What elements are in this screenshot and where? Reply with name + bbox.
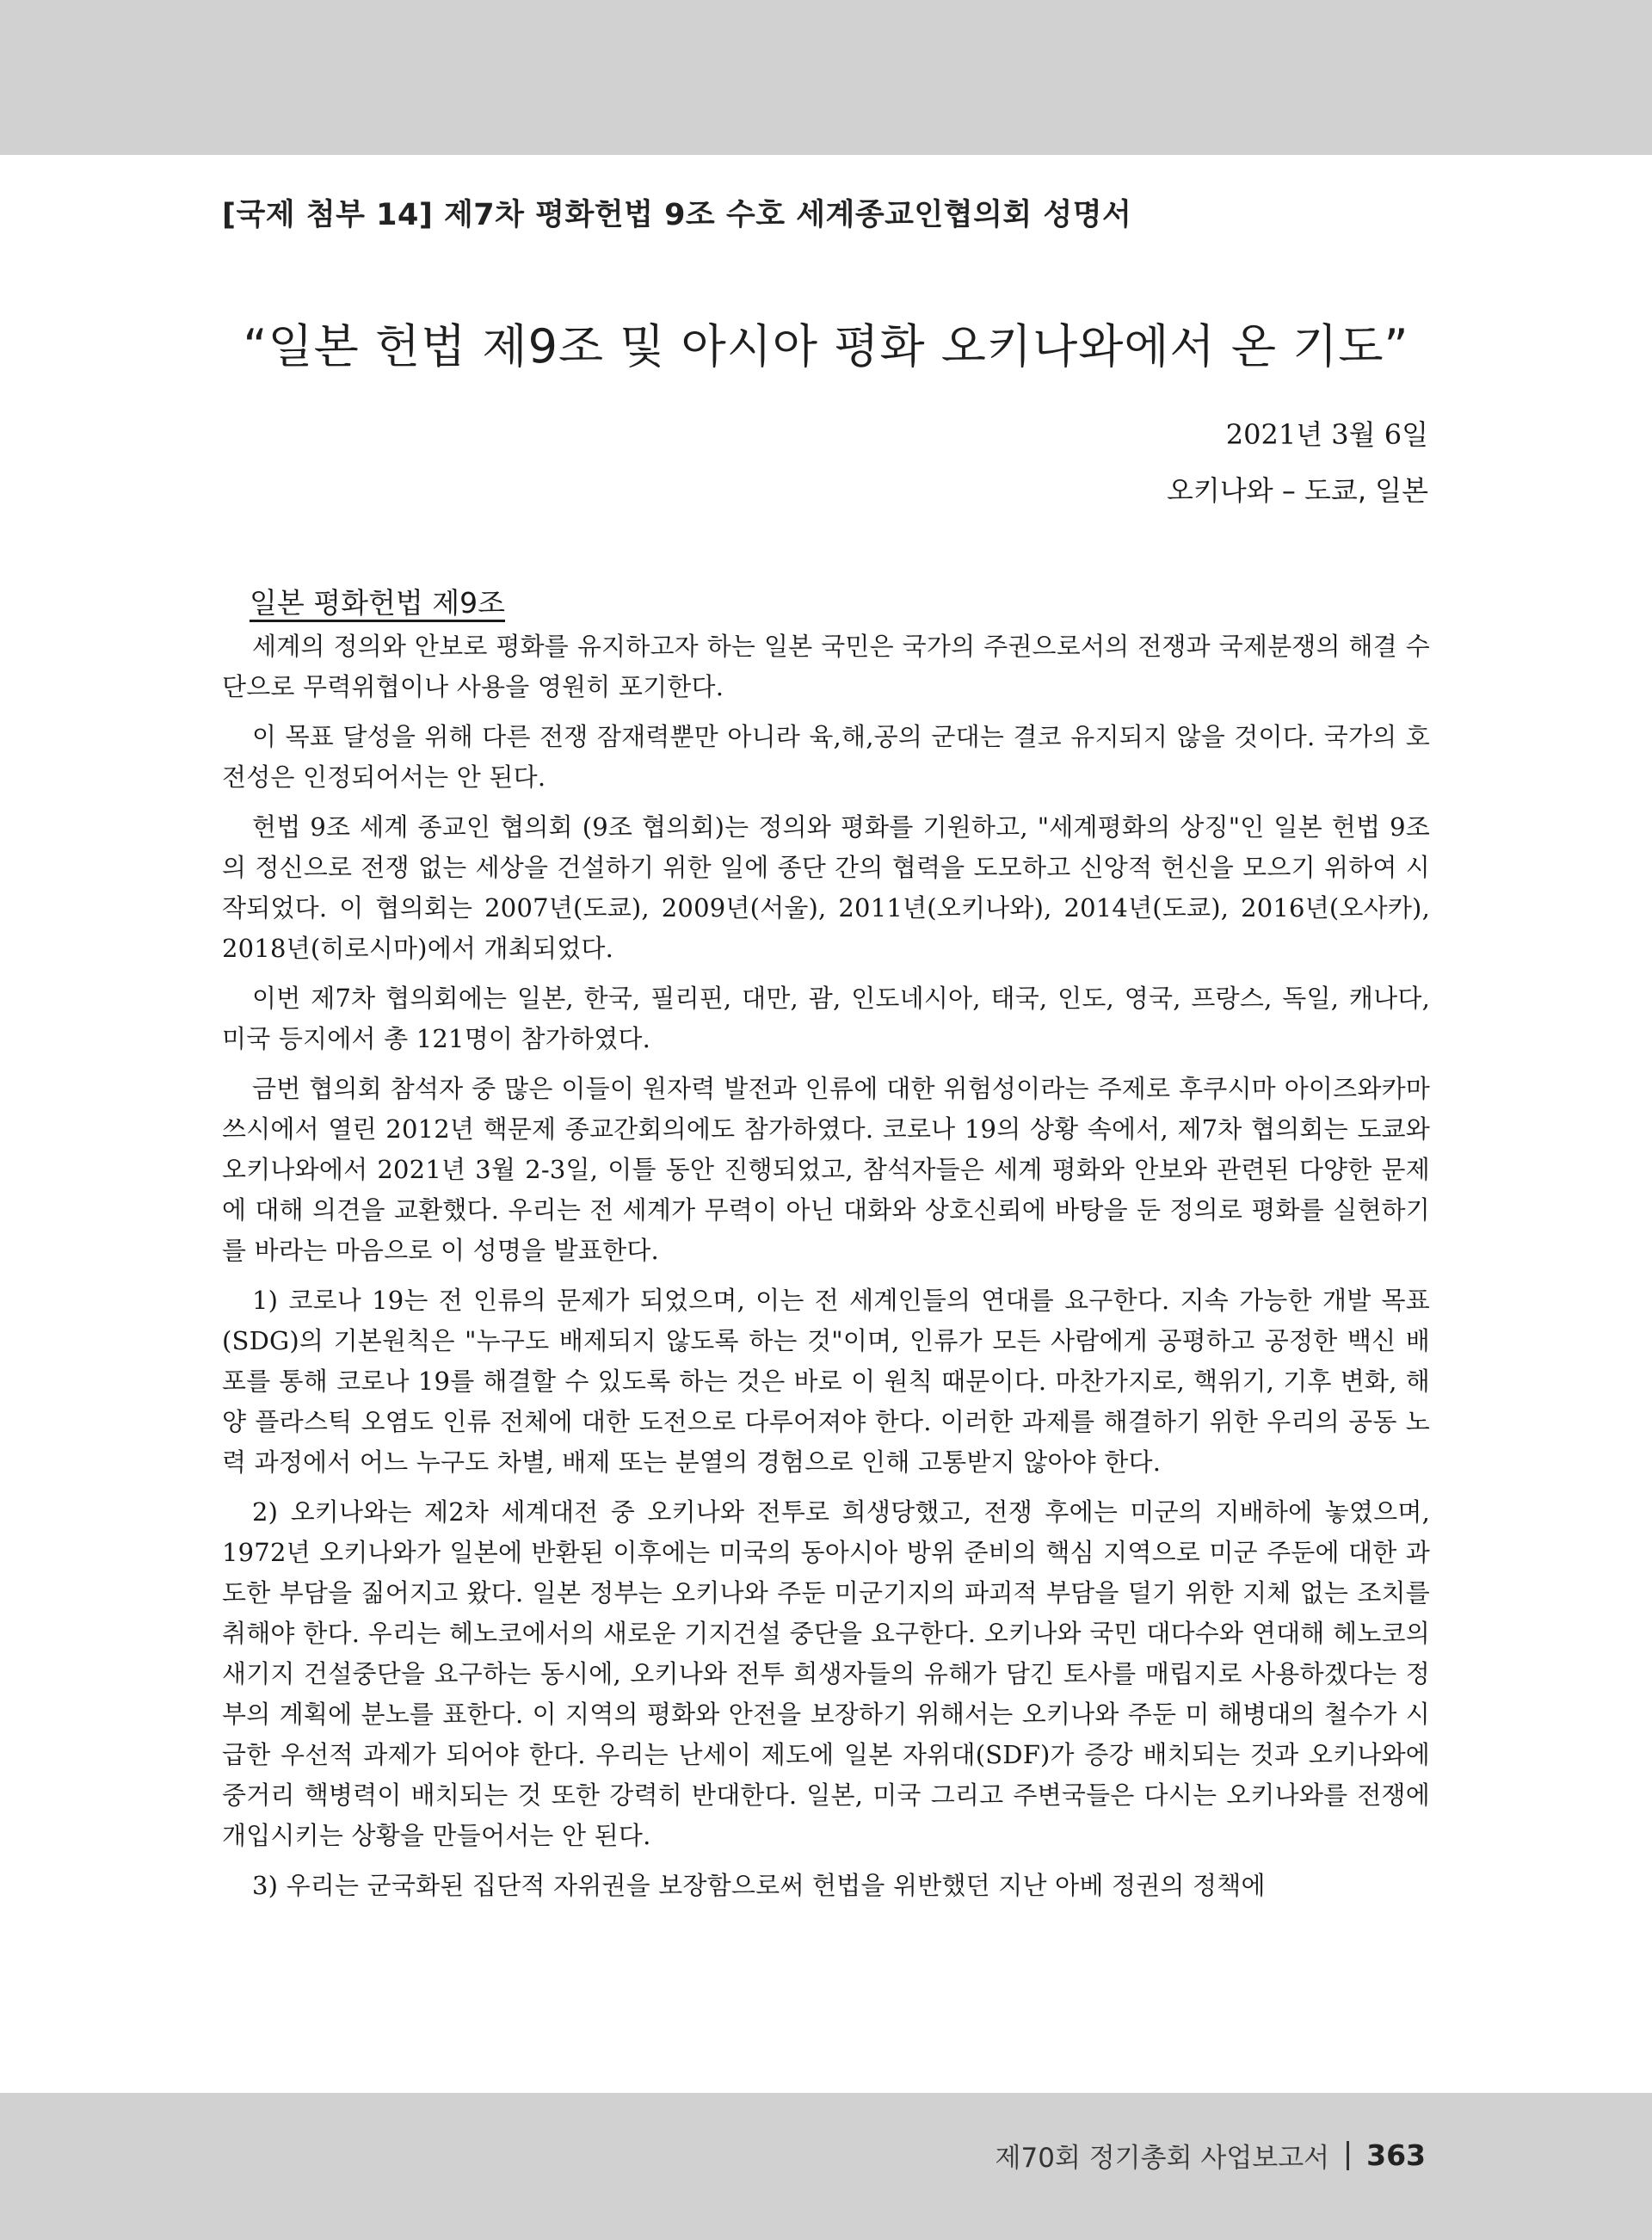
page-footer bbox=[996, 2136, 1426, 2175]
paragraph: 세계의 정의와 안보로 평화를 유지하고자 하는 일본 국민은 국가의 주권으로서의 전쟁과 국제분쟁의 해결 수단으로 무력위협이나 사용을 영원히 포기한다. bbox=[222, 632, 1430, 701]
attachment-heading: [국제 첨부 14] 제7차 평화헌법 9조 수호 세계종교인협의회 성명서 bbox=[222, 198, 1132, 232]
section-title: 일본 평화헌법 제9조 bbox=[250, 586, 505, 620]
paragraph: 헌법 9조 세계 종교인 협의회 (9조 협의회)는 정의와 평화를 기원하고, "세계평화의 상징"인 일본 헌법 9조의 정신으로 전쟁 없는 세상을 건설하기 위한 일에 종단 간의 협력을 도모하고 신앙적 헌신을 모으기 위하여 시작되었다. 이 협의회는 2007년(도쿄), 2009년(서울), 2011년(오키나와), 2014년(도쿄), 2016년(오사카), 2018년(히로시마)에서 개최되었다. bbox=[222, 812, 1430, 963]
paragraph: 이번 제7차 협의회에는 일본, 한국, 필리핀, 대만, 괌, 인도네시아, 태국, 인도, 영국, 프랑스, 독일, 캐나다, 미국 등지에서 총 121명이 참가하였다. bbox=[222, 984, 1430, 1053]
report-title: 제70회 정기총회 사업보고서 bbox=[995, 2143, 1330, 2174]
footer-divider bbox=[1347, 2141, 1349, 2170]
paragraph: 금번 협의회 참석자 중 많은 이들이 원자력 발전과 인류에 대한 위험성이라는 주제로 후쿠시마 아이즈와카마쓰시에서 열린 2012년 핵문제 종교간회의에도 참가하였다. 코로나 19의 상황 속에서, 제7차 협의회는 도쿄와 오키나와에서 2021년 3월 2-3일, 이틀 동안 진행되었고, 참석자들은 세계 평화와 안보와 관련된 다양한 문제에 대해 의견을 교환했다. 우리는 전 세계가 무력이 아닌 대화와 상호신뢰에 바탕을 둔 정의로 평화를 실현하기를 바라는 마음으로 이 성명을 발표한다. bbox=[222, 1074, 1430, 1265]
paragraph: 이 목표 달성을 위해 다른 전쟁 잠재력뿐만 아니라 육,해,공의 군대는 결코 유지되지 않을 것이다. 국가의 호전성은 인정되어서는 안 된다. bbox=[222, 722, 1430, 792]
statement-date: 2021년 3월 6일 bbox=[1225, 418, 1428, 451]
paragraph: 3) 우리는 군국화된 집단적 자위권을 보장함으로써 헌법을 위반했던 지난 아베 정권의 정책에 bbox=[252, 1871, 1266, 1900]
page-number: 363 bbox=[1366, 2138, 1426, 2172]
statement-place: 오키나와 – 도쿄, 일본 bbox=[1167, 474, 1428, 507]
statement-body bbox=[222, 626, 1430, 1916]
statement-title: “일본 헌법 제9조 및 아시아 평화 오키나와에서 온 기도” bbox=[243, 319, 1409, 373]
paragraph: 2) 오키나와는 제2차 세계대전 중 오키나와 전투로 희생당했고, 전쟁 후에는 미군의 지배하에 놓였으며, 1972년 오키나와가 일본에 반환된 이후에는 미국의 동아시아 방위 준비의 핵심 지역으로 미군 주둔에 대한 과도한 부담을 짊어지고 왔다. 일본 정부는 오키나와 주둔 미군기지의 파괴적 부담을 덜기 위한 지체 없는 조치를 취해야 한다. 우리는 헤노코에서의 새로운 기지건설 중단을 요구한다. 오키나와 국민 대다수와 연대해 헤노코의 새기지 건설중단을 요구하는 동시에, 오키나와 전투 희생자들의 유해가 담긴 토사를 매립지로 사용하겠다는 정부의 계획에 분노를 표한다. 이 지역의 평화와 안전을 보장하기 위해서는 오키나와 주둔 미 해병대의 철수가 시급한 우선적 과제가 되어야 한다. 우리는 난세이 제도에 일본 자위대(SDF)가 증강 배치되는 것과 오키나와에 중거리 핵병력이 배치되는 것 또한 강력히 반대한다. 일본, 미국 그리고 주변국들은 다시는 오키나와를 전쟁에 개입시키는 상황을 만들어서는 안 된다. bbox=[222, 1497, 1430, 1850]
paragraph: 1) 코로나 19는 전 인류의 문제가 되었으며, 이는 전 세계인들의 연대를 요구한다. 지속 가능한 개발 목표(SDG)의 기본원칙은 "누구도 배제되지 않도록 하는 것"이며, 인류가 모든 사람에게 공평하고 공정한 백신 배포를 통해 코로나 19를 해결할 수 있도록 하는 것은 바로 이 원칙 때문이다. 마찬가지로, 핵위기, 기후 변화, 해양 플라스틱 오염도 인류 전체에 대한 도전으로 다루어져야 한다. 이러한 과제를 해결하기 위한 우리의 공동 노력 과정에서 어느 누구도 차별, 배제 또는 분열의 경험으로 인해 고통받지 않아야 한다. bbox=[222, 1286, 1430, 1477]
header-band bbox=[0, 0, 1652, 155]
